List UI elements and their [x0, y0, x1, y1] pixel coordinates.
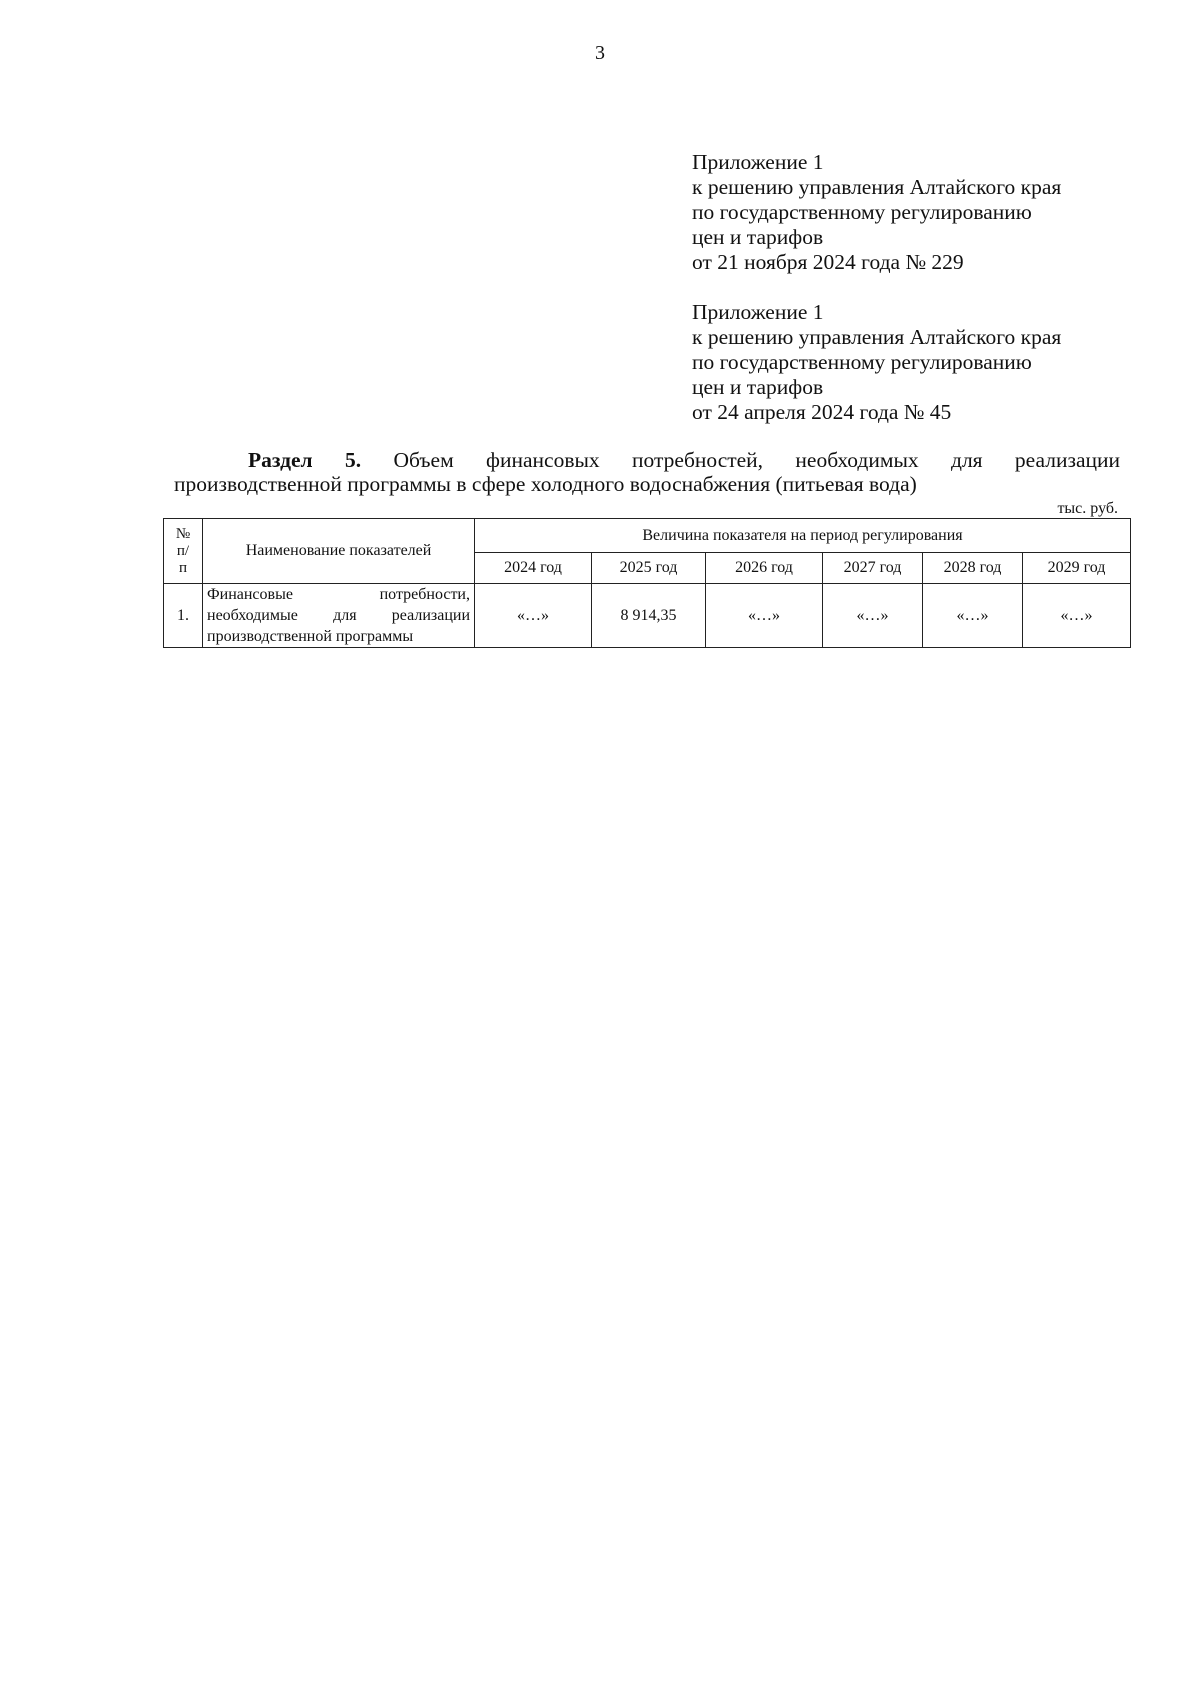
appendix-line: цен и тарифов	[692, 375, 824, 399]
row-value: «…»	[1023, 584, 1131, 648]
header-number-part: п	[178, 559, 188, 576]
row-value: «…»	[475, 584, 592, 648]
appendix-previous	[692, 300, 1162, 425]
row-indicator-name	[203, 584, 475, 648]
row-value: 8 914,35	[592, 584, 706, 648]
row-value: «…»	[923, 584, 1023, 648]
section-title-part2: производственной программы в сфере холодного водоснабжения (питьевая вода)	[174, 472, 917, 496]
section-heading	[174, 448, 1120, 496]
financial-needs-table	[163, 518, 1131, 648]
header-year: 2026 год	[706, 553, 823, 584]
table-row	[164, 584, 1131, 648]
header-year: 2028 год	[923, 553, 1023, 584]
unit-label: тыс. руб.	[1057, 500, 1118, 517]
appendix-line: к решению управления Алтайского края	[692, 325, 1062, 349]
header-number-part: п/	[176, 542, 190, 559]
appendix-line: к решению управления Алтайского края	[692, 175, 1062, 199]
header-year: 2029 год	[1023, 553, 1131, 584]
appendix-line: цен и тарифов	[692, 225, 824, 249]
appendix-line: Приложение 1	[692, 300, 824, 324]
section-label: Раздел 5.	[248, 448, 362, 472]
row-name-line: необходимые для реализации	[207, 607, 470, 624]
section-heading-line1	[174, 448, 1120, 472]
header-year: 2027 год	[823, 553, 923, 584]
row-value: «…»	[823, 584, 923, 648]
appendix-line: Приложение 1	[692, 150, 824, 174]
appendix-line: по государственному регулированию	[692, 350, 1032, 374]
header-year: 2024 год	[475, 553, 592, 584]
table-header-row	[164, 519, 1131, 553]
header-period: Величина показателя на период регулирования	[475, 519, 1131, 553]
appendix-line: по государственному регулированию	[692, 200, 1032, 224]
appendix-line: от 24 апреля 2024 года № 45	[692, 400, 952, 424]
header-indicator-name: Наименование показателей	[203, 519, 475, 584]
section-title-part1: Объем финансовых потребностей, необходимых для реализации	[393, 448, 1121, 472]
appendix-current	[692, 150, 1162, 275]
header-number-part: №	[175, 525, 191, 542]
page-number: 3	[595, 42, 605, 64]
header-number	[164, 519, 203, 584]
row-number: 1.	[164, 584, 203, 648]
appendix-line: от 21 ноября 2024 года № 229	[692, 250, 964, 274]
row-value: «…»	[706, 584, 823, 648]
row-name-line: Финансовые потребности,	[207, 586, 470, 603]
header-year: 2025 год	[592, 553, 706, 584]
row-name-line: производственной программы	[207, 628, 414, 645]
